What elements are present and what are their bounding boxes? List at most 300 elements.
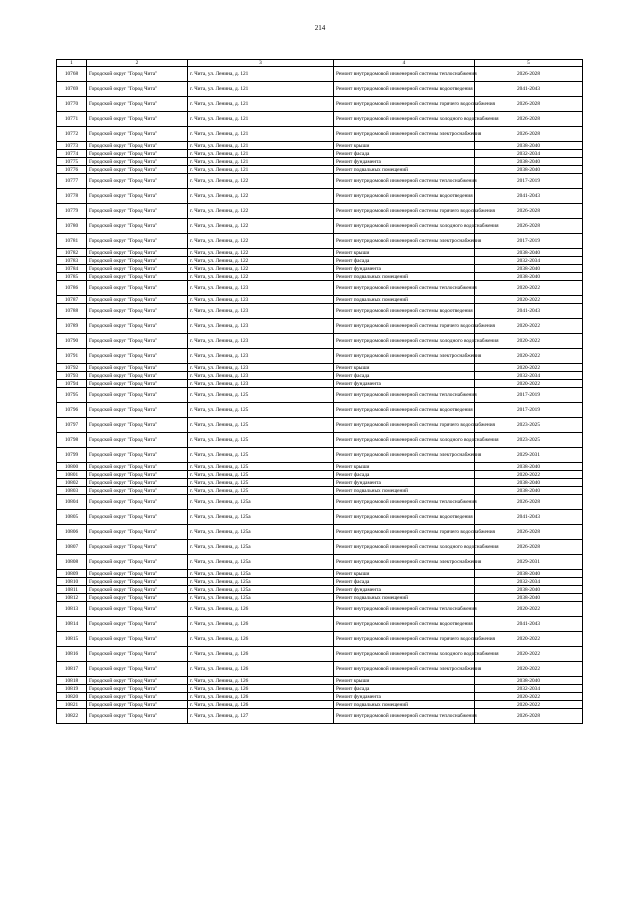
municipality-cell: Городской округ "Город Чита" <box>87 685 188 693</box>
period-cell: 2038-2040 <box>475 677 583 685</box>
work-type-cell: Ремонт внутридомовой инженерной системы теплоснабжения <box>334 709 475 724</box>
address-cell: г. Чита, ул. Ленина, д. 126 <box>188 701 334 709</box>
work-type-cell: Ремонт крыши <box>334 677 475 685</box>
address-cell: г. Чита, ул. Ленина, д. 121 <box>188 112 334 127</box>
table-row <box>57 304 583 319</box>
row-number-cell: 10815 <box>57 632 87 647</box>
table-row <box>57 273 583 281</box>
table-row <box>57 479 583 487</box>
table-row <box>57 257 583 265</box>
address-cell: г. Чита, ул. Ленина, д. 121 <box>188 150 334 158</box>
address-cell: г. Чита, ул. Ленина, д. 122 <box>188 273 334 281</box>
municipality-cell: Городской округ "Город Чита" <box>87 97 188 112</box>
address-cell: г. Чита, ул. Ленина, д. 122 <box>188 257 334 265</box>
table-row <box>57 647 583 662</box>
work-type-cell: Ремонт подвальных помещений <box>334 166 475 174</box>
work-type-cell: Ремонт внутридомовой инженерной системы холодного водоснабжения <box>334 647 475 662</box>
page-number: 214 <box>314 24 326 32</box>
municipality-cell: Городской округ "Город Чита" <box>87 296 188 304</box>
table-row <box>57 281 583 296</box>
municipality-cell: Городской округ "Город Чита" <box>87 586 188 594</box>
municipality-cell: Городской округ "Город Чита" <box>87 82 188 97</box>
period-cell: 2029-2031 <box>475 555 583 570</box>
table-row <box>57 388 583 403</box>
municipality-cell: Городской округ "Город Чита" <box>87 380 188 388</box>
municipality-cell: Городской округ "Город Чита" <box>87 525 188 540</box>
period-cell: 2020-2022 <box>475 364 583 372</box>
period-cell: 2020-2022 <box>475 602 583 617</box>
address-cell: г. Чита, ул. Ленина, д. 123 <box>188 334 334 349</box>
address-cell: г. Чита, ул. Ленина, д. 123 <box>188 349 334 364</box>
address-cell: г. Чита, ул. Ленина, д. 126 <box>188 632 334 647</box>
municipality-cell: Городской округ "Город Чита" <box>87 433 188 448</box>
row-number-cell: 10788 <box>57 304 87 319</box>
row-number-cell: 10793 <box>57 372 87 380</box>
table-row <box>57 380 583 388</box>
table-row <box>57 82 583 97</box>
period-cell: 2038-2040 <box>475 273 583 281</box>
row-number-cell: 10822 <box>57 709 87 724</box>
period-cell: 2026-2028 <box>475 709 583 724</box>
municipality-cell: Городской округ "Город Чита" <box>87 127 188 142</box>
municipality-cell: Городской округ "Город Чита" <box>87 189 188 204</box>
address-cell: г. Чита, ул. Ленина, д. 125 <box>188 403 334 418</box>
address-cell: г. Чита, ул. Ленина, д. 125а <box>188 578 334 586</box>
municipality-cell: Городской округ "Город Чита" <box>87 257 188 265</box>
address-cell: г. Чита, ул. Ленина, д. 121 <box>188 127 334 142</box>
work-type-cell: Ремонт фундамента <box>334 265 475 273</box>
period-cell: 2038-2040 <box>475 166 583 174</box>
address-cell: г. Чита, ул. Ленина, д. 123 <box>188 304 334 319</box>
work-type-cell: Ремонт подвальных помещений <box>334 701 475 709</box>
work-type-cell: Ремонт крыши <box>334 463 475 471</box>
work-type-cell: Ремонт крыши <box>334 142 475 150</box>
work-type-cell: Ремонт внутридомовой инженерной системы холодного водоснабжения <box>334 334 475 349</box>
work-type-cell: Ремонт внутридомовой инженерной системы холодного водоснабжения <box>334 433 475 448</box>
address-cell: г. Чита, ул. Ленина, д. 121 <box>188 82 334 97</box>
row-number-cell: 10802 <box>57 479 87 487</box>
table-row <box>57 578 583 586</box>
row-number-cell: 10820 <box>57 693 87 701</box>
table-row <box>57 189 583 204</box>
column-number: 2 <box>87 60 188 67</box>
work-type-cell: Ремонт фундамента <box>334 586 475 594</box>
work-type-cell: Ремонт внутридомовой инженерной системы теплоснабжения <box>334 281 475 296</box>
municipality-cell: Городской округ "Город Чита" <box>87 273 188 281</box>
address-cell: г. Чита, ул. Ленина, д. 126 <box>188 693 334 701</box>
address-cell: г. Чита, ул. Ленина, д. 125 <box>188 487 334 495</box>
row-number-cell: 10777 <box>57 174 87 189</box>
work-type-cell: Ремонт внутридомовой инженерной системы теплоснабжения <box>334 388 475 403</box>
municipality-cell: Городской округ "Город Чита" <box>87 334 188 349</box>
work-type-cell: Ремонт фасада <box>334 372 475 380</box>
address-cell: г. Чита, ул. Ленина, д. 122 <box>188 219 334 234</box>
row-number-cell: 10785 <box>57 273 87 281</box>
municipality-cell: Городской округ "Город Чита" <box>87 463 188 471</box>
address-cell: г. Чита, ул. Ленина, д. 125а <box>188 540 334 555</box>
table-row <box>57 685 583 693</box>
period-cell: 2038-2040 <box>475 463 583 471</box>
municipality-cell: Городской округ "Город Чита" <box>87 418 188 433</box>
table-row <box>57 510 583 525</box>
municipality-cell: Городской округ "Город Чита" <box>87 479 188 487</box>
municipality-cell: Городской округ "Город Чита" <box>87 510 188 525</box>
period-cell: 2038-2040 <box>475 570 583 578</box>
row-number-cell: 10792 <box>57 364 87 372</box>
municipality-cell: Городской округ "Город Чита" <box>87 166 188 174</box>
row-number-cell: 10819 <box>57 685 87 693</box>
municipality-cell: Городской округ "Город Чита" <box>87 555 188 570</box>
row-number-cell: 10811 <box>57 586 87 594</box>
municipality-cell: Городской округ "Город Чита" <box>87 349 188 364</box>
municipality-cell: Городской округ "Город Чита" <box>87 570 188 578</box>
period-cell: 2026-2028 <box>475 127 583 142</box>
period-cell: 2020-2022 <box>475 647 583 662</box>
table-row <box>57 234 583 249</box>
period-cell: 2029-2031 <box>475 448 583 463</box>
table-row <box>57 142 583 150</box>
row-number-cell: 10774 <box>57 150 87 158</box>
municipality-cell: Городской округ "Город Чита" <box>87 448 188 463</box>
work-type-cell: Ремонт внутридомовой инженерной системы теплоснабжения <box>334 602 475 617</box>
address-cell: г. Чита, ул. Ленина, д. 122 <box>188 265 334 273</box>
table-row <box>57 403 583 418</box>
period-cell: 2026-2028 <box>475 67 583 82</box>
row-number-cell: 10783 <box>57 257 87 265</box>
address-cell: г. Чита, ул. Ленина, д. 125 <box>188 388 334 403</box>
row-number-cell: 10810 <box>57 578 87 586</box>
municipality-cell: Городской округ "Город Чита" <box>87 150 188 158</box>
address-cell: г. Чита, ул. Ленина, д. 123 <box>188 380 334 388</box>
table-body <box>57 67 583 724</box>
period-cell: 2017-2019 <box>475 234 583 249</box>
work-type-cell: Ремонт внутридомовой инженерной системы водоотведения <box>334 82 475 97</box>
work-type-cell: Ремонт внутридомовой инженерной системы холодного водоснабжения <box>334 112 475 127</box>
municipality-cell: Городской округ "Город Чита" <box>87 249 188 257</box>
address-cell: г. Чита, ул. Ленина, д. 122 <box>188 234 334 249</box>
work-type-cell: Ремонт подвальных помещений <box>334 594 475 602</box>
period-cell: 2026-2028 <box>475 525 583 540</box>
repair-schedule-table <box>56 59 583 724</box>
row-number-cell: 10807 <box>57 540 87 555</box>
row-number-cell: 10791 <box>57 349 87 364</box>
row-number-cell: 10821 <box>57 701 87 709</box>
work-type-cell: Ремонт фундамента <box>334 380 475 388</box>
address-cell: г. Чита, ул. Ленина, д. 123 <box>188 296 334 304</box>
table-row <box>57 586 583 594</box>
period-cell: 2020-2022 <box>475 296 583 304</box>
period-cell: 2020-2022 <box>475 662 583 677</box>
address-cell: г. Чита, ул. Ленина, д. 125 <box>188 479 334 487</box>
period-cell: 2020-2022 <box>475 471 583 479</box>
table-row <box>57 570 583 578</box>
municipality-cell: Городской округ "Город Чита" <box>87 693 188 701</box>
table-row <box>57 334 583 349</box>
row-number-cell: 10789 <box>57 319 87 334</box>
municipality-cell: Городской округ "Город Чита" <box>87 234 188 249</box>
municipality-cell: Городской округ "Город Чита" <box>87 487 188 495</box>
work-type-cell: Ремонт фасада <box>334 471 475 479</box>
table-row <box>57 487 583 495</box>
period-cell: 2020-2022 <box>475 380 583 388</box>
row-number-cell: 10801 <box>57 471 87 479</box>
period-cell: 2026-2028 <box>475 112 583 127</box>
period-cell: 2020-2022 <box>475 693 583 701</box>
municipality-cell: Городской округ "Город Чита" <box>87 174 188 189</box>
table-row <box>57 677 583 685</box>
period-cell: 2017-2019 <box>475 388 583 403</box>
period-cell: 2041-2043 <box>475 617 583 632</box>
table-row <box>57 166 583 174</box>
work-type-cell: Ремонт внутридомовой инженерной системы электроснабжения <box>334 234 475 249</box>
table-row <box>57 602 583 617</box>
period-cell: 2041-2043 <box>475 82 583 97</box>
work-type-cell: Ремонт фасада <box>334 150 475 158</box>
row-number-cell: 10799 <box>57 448 87 463</box>
period-cell: 2023-2025 <box>475 418 583 433</box>
row-number-cell: 10795 <box>57 388 87 403</box>
period-cell: 2038-2040 <box>475 594 583 602</box>
row-number-cell: 10779 <box>57 204 87 219</box>
table-row <box>57 701 583 709</box>
work-type-cell: Ремонт внутридомовой инженерной системы горячего водоснабжения <box>334 418 475 433</box>
table-row <box>57 555 583 570</box>
address-cell: г. Чита, ул. Ленина, д. 125а <box>188 570 334 578</box>
address-cell: г. Чита, ул. Ленина, д. 125 <box>188 448 334 463</box>
row-number-cell: 10816 <box>57 647 87 662</box>
address-cell: г. Чита, ул. Ленина, д. 127 <box>188 709 334 724</box>
municipality-cell: Городской округ "Город Чита" <box>87 319 188 334</box>
row-number-cell: 10798 <box>57 433 87 448</box>
work-type-cell: Ремонт фасада <box>334 257 475 265</box>
municipality-cell: Городской округ "Город Чита" <box>87 403 188 418</box>
address-cell: г. Чита, ул. Ленина, д. 121 <box>188 67 334 82</box>
table-row <box>57 693 583 701</box>
column-number: 1 <box>57 60 87 67</box>
address-cell: г. Чита, ул. Ленина, д. 125а <box>188 495 334 510</box>
row-number-cell: 10818 <box>57 677 87 685</box>
address-cell: г. Чита, ул. Ленина, д. 125 <box>188 418 334 433</box>
address-cell: г. Чита, ул. Ленина, д. 121 <box>188 142 334 150</box>
row-number-cell: 10817 <box>57 662 87 677</box>
period-cell: 2038-2040 <box>475 487 583 495</box>
municipality-cell: Городской округ "Город Чита" <box>87 219 188 234</box>
address-cell: г. Чита, ул. Ленина, д. 125а <box>188 510 334 525</box>
row-number-cell: 10770 <box>57 97 87 112</box>
table-row <box>57 150 583 158</box>
address-cell: г. Чита, ул. Ленина, д. 125а <box>188 555 334 570</box>
row-number-cell: 10786 <box>57 281 87 296</box>
period-cell: 2041-2043 <box>475 304 583 319</box>
period-cell: 2032-2034 <box>475 257 583 265</box>
table-row <box>57 463 583 471</box>
period-cell: 2032-2034 <box>475 578 583 586</box>
row-number-cell: 10768 <box>57 67 87 82</box>
address-cell: г. Чита, ул. Ленина, д. 125а <box>188 594 334 602</box>
address-cell: г. Чита, ул. Ленина, д. 123 <box>188 364 334 372</box>
work-type-cell: Ремонт внутридомовой инженерной системы водоотведения <box>334 189 475 204</box>
row-number-cell: 10787 <box>57 296 87 304</box>
address-cell: г. Чита, ул. Ленина, д. 122 <box>188 249 334 257</box>
row-number-cell: 10809 <box>57 570 87 578</box>
row-number-cell: 10778 <box>57 189 87 204</box>
municipality-cell: Городской округ "Город Чита" <box>87 204 188 219</box>
table-row <box>57 112 583 127</box>
address-cell: г. Чита, ул. Ленина, д. 123 <box>188 319 334 334</box>
work-type-cell: Ремонт внутридомовой инженерной системы электроснабжения <box>334 127 475 142</box>
work-type-cell: Ремонт внутридомовой инженерной системы теплоснабжения <box>334 174 475 189</box>
row-number-cell: 10813 <box>57 602 87 617</box>
table-row <box>57 67 583 82</box>
table-row <box>57 632 583 647</box>
table-row <box>57 372 583 380</box>
period-cell: 2026-2028 <box>475 97 583 112</box>
period-cell: 2032-2034 <box>475 685 583 693</box>
municipality-cell: Городской округ "Город Чита" <box>87 709 188 724</box>
work-type-cell: Ремонт внутридомовой инженерной системы холодного водоснабжения <box>334 219 475 234</box>
table-row <box>57 174 583 189</box>
table-row <box>57 525 583 540</box>
work-type-cell: Ремонт внутридомовой инженерной системы горячего водоснабжения <box>334 204 475 219</box>
period-cell: 2032-2034 <box>475 372 583 380</box>
row-number-cell: 10814 <box>57 617 87 632</box>
work-type-cell: Ремонт фундамента <box>334 158 475 166</box>
row-number-cell: 10800 <box>57 463 87 471</box>
work-type-cell: Ремонт внутридомовой инженерной системы водоотведения <box>334 304 475 319</box>
row-number-cell: 10782 <box>57 249 87 257</box>
period-cell: 2020-2022 <box>475 281 583 296</box>
column-number-row <box>57 60 583 67</box>
period-cell: 2020-2022 <box>475 632 583 647</box>
table-row <box>57 418 583 433</box>
address-cell: г. Чита, ул. Ленина, д. 126 <box>188 617 334 632</box>
row-number-cell: 10790 <box>57 334 87 349</box>
work-type-cell: Ремонт подвальных помещений <box>334 487 475 495</box>
municipality-cell: Городской округ "Город Чита" <box>87 388 188 403</box>
table-row <box>57 594 583 602</box>
period-cell: 2038-2040 <box>475 586 583 594</box>
address-cell: г. Чита, ул. Ленина, д. 122 <box>188 204 334 219</box>
table-header <box>57 60 583 67</box>
period-cell: 2041-2043 <box>475 189 583 204</box>
work-type-cell: Ремонт крыши <box>334 249 475 257</box>
period-cell: 2038-2040 <box>475 479 583 487</box>
work-type-cell: Ремонт внутридомовой инженерной системы горячего водоснабжения <box>334 525 475 540</box>
municipality-cell: Городской округ "Город Чита" <box>87 471 188 479</box>
municipality-cell: Городской округ "Город Чита" <box>87 617 188 632</box>
table-row <box>57 709 583 724</box>
municipality-cell: Городской округ "Город Чита" <box>87 578 188 586</box>
work-type-cell: Ремонт подвальных помещений <box>334 296 475 304</box>
work-type-cell: Ремонт внутридомовой инженерной системы электроснабжения <box>334 349 475 364</box>
table-row <box>57 204 583 219</box>
address-cell: г. Чита, ул. Ленина, д. 126 <box>188 685 334 693</box>
row-number-cell: 10797 <box>57 418 87 433</box>
row-number-cell: 10808 <box>57 555 87 570</box>
address-cell: г. Чита, ул. Ленина, д. 121 <box>188 158 334 166</box>
row-number-cell: 10805 <box>57 510 87 525</box>
municipality-cell: Городской округ "Город Чита" <box>87 281 188 296</box>
municipality-cell: Городской округ "Город Чита" <box>87 647 188 662</box>
municipality-cell: Городской округ "Город Чита" <box>87 632 188 647</box>
table-row <box>57 249 583 257</box>
work-type-cell: Ремонт фасада <box>334 578 475 586</box>
table-row <box>57 540 583 555</box>
table-row <box>57 495 583 510</box>
period-cell: 2026-2028 <box>475 540 583 555</box>
table-row <box>57 433 583 448</box>
column-number: 5 <box>475 60 583 67</box>
table-row <box>57 617 583 632</box>
period-cell: 2032-2034 <box>475 150 583 158</box>
address-cell: г. Чита, ул. Ленина, д. 122 <box>188 174 334 189</box>
row-number-cell: 10776 <box>57 166 87 174</box>
period-cell: 2017-2019 <box>475 174 583 189</box>
work-type-cell: Ремонт внутридомовой инженерной системы электроснабжения <box>334 662 475 677</box>
work-type-cell: Ремонт крыши <box>334 570 475 578</box>
municipality-cell: Городской округ "Город Чита" <box>87 67 188 82</box>
column-number: 4 <box>334 60 475 67</box>
row-number-cell: 10773 <box>57 142 87 150</box>
row-number-cell: 10772 <box>57 127 87 142</box>
period-cell: 2026-2028 <box>475 219 583 234</box>
table-row <box>57 471 583 479</box>
row-number-cell: 10812 <box>57 594 87 602</box>
work-type-cell: Ремонт внутридомовой инженерной системы электроснабжения <box>334 555 475 570</box>
work-type-cell: Ремонт фундамента <box>334 693 475 701</box>
period-cell: 2020-2022 <box>475 349 583 364</box>
row-number-cell: 10804 <box>57 495 87 510</box>
period-cell: 2020-2022 <box>475 701 583 709</box>
table-row <box>57 349 583 364</box>
municipality-cell: Городской округ "Город Чита" <box>87 662 188 677</box>
address-cell: г. Чита, ул. Ленина, д. 122 <box>188 189 334 204</box>
work-type-cell: Ремонт внутридомовой инженерной системы горячего водоснабжения <box>334 319 475 334</box>
municipality-cell: Городской округ "Город Чита" <box>87 112 188 127</box>
table-row <box>57 127 583 142</box>
table-row <box>57 319 583 334</box>
row-number-cell: 10794 <box>57 380 87 388</box>
work-type-cell: Ремонт фундамента <box>334 479 475 487</box>
row-number-cell: 10781 <box>57 234 87 249</box>
period-cell: 2023-2025 <box>475 433 583 448</box>
work-type-cell: Ремонт внутридомовой инженерной системы холодного водоснабжения <box>334 540 475 555</box>
municipality-cell: Городской округ "Город Чита" <box>87 701 188 709</box>
row-number-cell: 10784 <box>57 265 87 273</box>
work-type-cell: Ремонт внутридомовой инженерной системы теплоснабжения <box>334 67 475 82</box>
table-row <box>57 265 583 273</box>
work-type-cell: Ремонт крыши <box>334 364 475 372</box>
address-cell: г. Чита, ул. Ленина, д. 125а <box>188 525 334 540</box>
period-cell: 2020-2022 <box>475 319 583 334</box>
work-type-cell: Ремонт внутридомовой инженерной системы водоотведения <box>334 403 475 418</box>
period-cell: 2038-2040 <box>475 158 583 166</box>
row-number-cell: 10803 <box>57 487 87 495</box>
table-row <box>57 158 583 166</box>
municipality-cell: Городской округ "Город Чита" <box>87 495 188 510</box>
address-cell: г. Чита, ул. Ленина, д. 123 <box>188 372 334 380</box>
address-cell: г. Чита, ул. Ленина, д. 125а <box>188 586 334 594</box>
address-cell: г. Чита, ул. Ленина, д. 125 <box>188 433 334 448</box>
work-type-cell: Ремонт внутридомовой инженерной системы водоотведения <box>334 617 475 632</box>
column-number: 3 <box>188 60 334 67</box>
address-cell: г. Чита, ул. Ленина, д. 121 <box>188 166 334 174</box>
work-type-cell: Ремонт внутридомовой инженерной системы теплоснабжения <box>334 495 475 510</box>
address-cell: г. Чита, ул. Ленина, д. 121 <box>188 97 334 112</box>
row-number-cell: 10806 <box>57 525 87 540</box>
address-cell: г. Чита, ул. Ленина, д. 126 <box>188 677 334 685</box>
municipality-cell: Городской округ "Город Чита" <box>87 265 188 273</box>
